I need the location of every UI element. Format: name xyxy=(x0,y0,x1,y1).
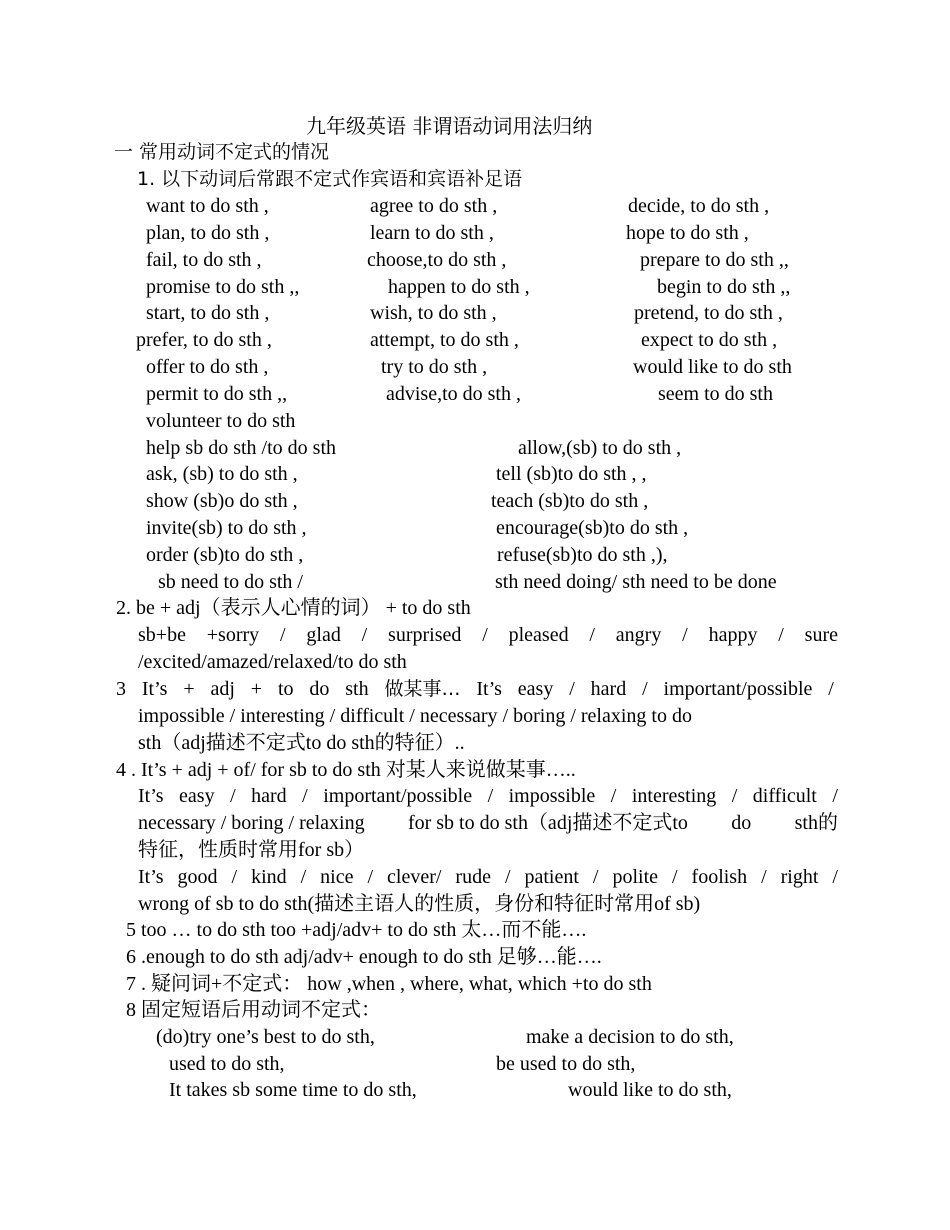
word: sth xyxy=(345,678,369,700)
text-line: impossible / interesting / difficult / necessary / boring / relaxing to do xyxy=(138,705,692,727)
word: kind xyxy=(251,866,287,888)
phrase: used to do sth, xyxy=(169,1053,285,1075)
rule-line: 5 too … to do sth too +adj/adv+ to do sth 太…而不能…. xyxy=(126,919,587,941)
justified-line xyxy=(138,865,838,889)
word: / xyxy=(610,785,617,807)
justified-line xyxy=(138,784,838,808)
page-title: 九年级英语 非谓语动词用法归纳 xyxy=(306,114,593,138)
phrase: be used to do sth, xyxy=(496,1053,636,1075)
word: / xyxy=(642,678,648,700)
word: angry xyxy=(615,624,662,646)
phrase: make a decision to do sth, xyxy=(526,1026,734,1048)
verb-phrase: volunteer to do sth xyxy=(146,410,296,432)
word: to xyxy=(277,678,294,700)
justified-line xyxy=(138,623,838,647)
word: / xyxy=(504,866,511,888)
verb-phrase: help sb do sth /to do sth xyxy=(146,437,337,459)
word: + xyxy=(250,678,263,700)
justified-line xyxy=(116,677,834,701)
word: / xyxy=(832,785,838,807)
text-line: sth（adj描述不定式to do sth的特征）.. xyxy=(138,732,465,754)
word: easy xyxy=(179,785,215,807)
word: 3 xyxy=(116,678,126,700)
verb-phrase: promise to do sth ,, xyxy=(146,276,300,298)
word: 做某事… xyxy=(384,678,461,700)
word: / xyxy=(589,624,595,646)
word: rude xyxy=(455,866,491,888)
word: right xyxy=(780,866,819,888)
verb-phrase: fail, to do sth , xyxy=(146,249,262,271)
verb-phrase: expect to do sth , xyxy=(641,329,778,351)
subsection-heading: 1. 以下动词后常跟不定式作宾语和宾语补足语 xyxy=(137,168,523,190)
rule-line: 6 .enough to do sth adj/adv+ enough to do sth 足够…能…. xyxy=(126,946,602,968)
word: pleased xyxy=(508,624,569,646)
verb-phrase: prepare to do sth ,, xyxy=(640,249,789,271)
word: / xyxy=(280,624,286,646)
word: It’s xyxy=(476,678,502,700)
word: surprised xyxy=(388,624,462,646)
word: It’s xyxy=(138,785,164,807)
word: interesting xyxy=(631,785,717,807)
word: / xyxy=(367,866,374,888)
verb-phrase: try to do sth , xyxy=(381,356,488,378)
word: / xyxy=(778,624,784,646)
verb-phrase: allow,(sb) to do sth , xyxy=(518,437,682,459)
phrase: would like to do sth, xyxy=(568,1079,732,1101)
word: / xyxy=(761,866,767,888)
rule-heading: 4 . It’s + adj + of/ for sb to do sth 对某人来说做某事….. xyxy=(116,759,576,781)
verb-phrase: teach (sb)to do sth , xyxy=(491,490,649,512)
verb-phrase: begin to do sth ,, xyxy=(657,276,791,298)
verb-phrase: prefer, to do sth , xyxy=(136,329,272,351)
verb-phrase: agree to do sth , xyxy=(370,195,498,217)
text-line: wrong of sb to do sth(描述主语人的性质，身份和特征时常用of sb) xyxy=(138,893,701,915)
verb-phrase: advise,to do sth , xyxy=(386,383,521,405)
text-line: /excited/amazed/relaxed/to do sth xyxy=(138,651,407,673)
word: / xyxy=(230,785,236,807)
verb-phrase: learn to do sth , xyxy=(370,222,494,244)
word: / xyxy=(302,785,308,807)
verb-phrase: attempt, to do sth , xyxy=(370,329,519,351)
verb-phrase: sth need doing/ sth need to be done xyxy=(495,571,777,593)
word: sb+be xyxy=(138,624,186,646)
word: / xyxy=(832,866,838,888)
word: / xyxy=(482,624,488,646)
word: adj xyxy=(210,678,235,700)
word: patient xyxy=(524,866,579,888)
rule-heading: 2. be + adj（表示人心情的词） + to do sth xyxy=(116,597,471,619)
word: good xyxy=(177,866,218,888)
verb-phrase: hope to do sth , xyxy=(626,222,749,244)
verb-phrase: offer to do sth , xyxy=(146,356,269,378)
word: happy xyxy=(708,624,758,646)
word: It’s xyxy=(141,678,168,700)
word: sth的 xyxy=(794,812,838,834)
verb-phrase: wish, to do sth , xyxy=(370,302,497,324)
rule-line: 7 . 疑问词+不定式： how ,when , where, what, which +to do sth xyxy=(126,973,652,995)
verb-phrase: order (sb)to do sth , xyxy=(146,544,304,566)
justified-line xyxy=(138,811,838,835)
word: easy xyxy=(517,678,554,700)
word: / xyxy=(731,785,738,807)
word: foolish xyxy=(691,866,748,888)
verb-phrase: invite(sb) to do sth , xyxy=(146,517,307,539)
verb-phrase: happen to do sth , xyxy=(388,276,530,298)
verb-phrase: tell (sb)to do sth , , xyxy=(496,463,647,485)
word: necessary / boring / relaxing xyxy=(138,812,365,834)
word: hard xyxy=(590,678,627,700)
verb-phrase: encourage(sb)to do sth , xyxy=(496,517,689,539)
verb-phrase: sb need to do sth / xyxy=(158,571,303,593)
text-line: 特征，性质时常用for sb） xyxy=(138,839,365,861)
word: impossible xyxy=(508,785,596,807)
verb-phrase: permit to do sth ,, xyxy=(146,383,288,405)
word: do xyxy=(309,678,330,700)
word: polite xyxy=(612,866,658,888)
verb-phrase: ask, (sb) to do sth , xyxy=(146,463,298,485)
verb-phrase: plan, to do sth , xyxy=(146,222,270,244)
word: important/possible xyxy=(323,785,473,807)
word: It’s xyxy=(138,866,164,888)
word: clever/ xyxy=(387,866,442,888)
word: glad xyxy=(306,624,341,646)
phrase: (do)try one’s best to do sth, xyxy=(156,1026,375,1048)
word: / xyxy=(361,624,368,646)
word: + xyxy=(183,678,195,700)
word: for sb to do sth（adj描述不定式to xyxy=(407,812,688,834)
word: / xyxy=(682,624,688,646)
word: / xyxy=(569,678,575,700)
word: hard xyxy=(251,785,287,807)
word: important/possible xyxy=(663,678,813,700)
verb-phrase: would like to do sth xyxy=(633,356,792,378)
rule-heading: 8 固定短语后用动词不定式： xyxy=(126,999,381,1021)
verb-phrase: seem to do sth xyxy=(658,383,773,405)
word: nice xyxy=(320,866,354,888)
verb-phrase: show (sb)o do sth , xyxy=(146,490,298,512)
word: / xyxy=(592,866,599,888)
verb-phrase: start, to do sth , xyxy=(146,302,270,324)
verb-phrase: choose,to do sth , xyxy=(367,249,507,271)
verb-phrase: refuse(sb)to do sth ,), xyxy=(497,544,668,566)
phrase: It takes sb some time to do sth, xyxy=(169,1079,417,1101)
word: +sorry xyxy=(206,624,260,646)
word: / xyxy=(487,785,494,807)
word: / xyxy=(828,678,834,700)
word: difficult xyxy=(752,785,817,807)
word: do xyxy=(731,812,752,834)
verb-phrase: want to do sth , xyxy=(146,195,269,217)
section-heading: 一 常用动词不定式的情况 xyxy=(114,141,330,163)
verb-phrase: decide, to do sth , xyxy=(628,195,770,217)
verb-phrase: pretend, to do sth , xyxy=(634,302,783,324)
word: / xyxy=(300,866,307,888)
word: / xyxy=(671,866,678,888)
word: sure xyxy=(804,624,838,646)
word: / xyxy=(231,866,238,888)
